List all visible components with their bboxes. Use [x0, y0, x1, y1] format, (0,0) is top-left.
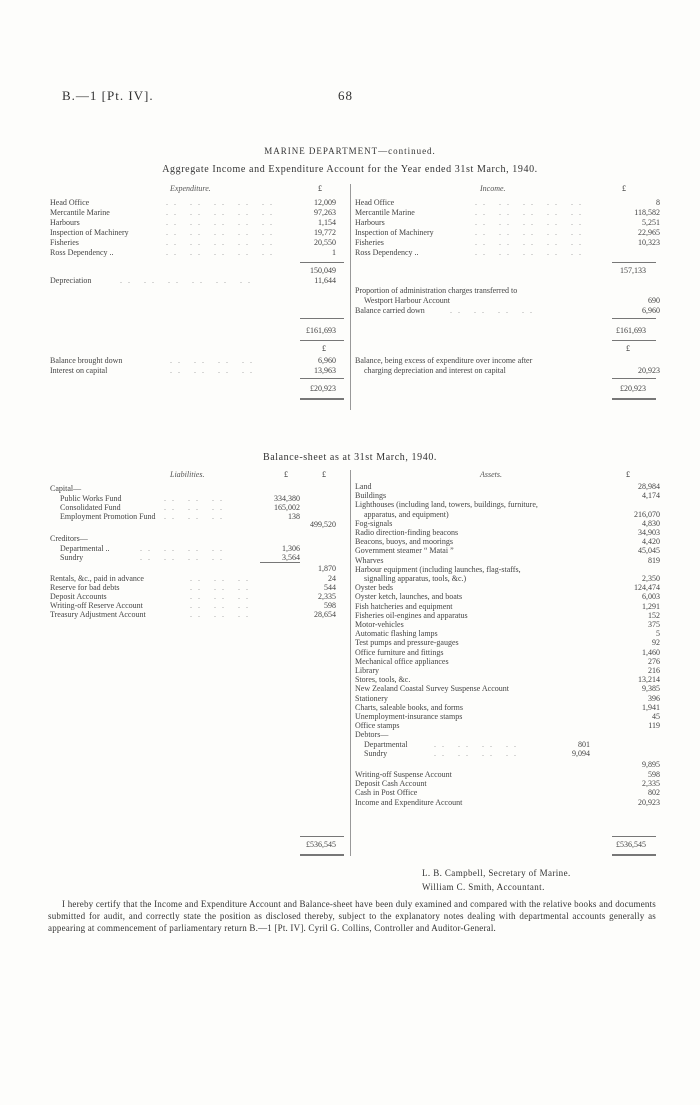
expenditure-row-label: Head Office	[50, 198, 90, 207]
balance-sheet-title: Balance-sheet as at 31st March, 1940.	[262, 452, 438, 463]
income-row-amount: 5,251	[642, 218, 660, 227]
inc-subtotal-rule	[612, 262, 656, 263]
asset-row-amount: 13,214	[638, 675, 660, 685]
inc-pound-sign: £	[622, 184, 626, 193]
asset-row-label: Oyster beds	[355, 583, 393, 593]
income-row-amount: 118,582	[634, 208, 660, 217]
proportion-amount: 690	[648, 296, 660, 305]
asset-row-label: signalling apparatus, tools, &c.)	[364, 574, 467, 583]
expenditure-row-amount: 12,009	[314, 198, 336, 207]
expenditure-heading: Expenditure.	[170, 184, 211, 193]
asset-row-label: Lighthouses (including land, towers, buildings, furniture,	[355, 500, 538, 510]
asset-row-label: Stationery	[355, 693, 388, 703]
asset-row-label: Unemployment-insurance stamps	[355, 712, 463, 721]
expenditure-row-amount: 97,263	[314, 208, 336, 217]
creditors-row-amount: 3,564	[282, 553, 300, 562]
excess-total-right: £20,923	[620, 384, 646, 393]
income-row-label: Head Office	[355, 198, 395, 207]
expenditure-row-label: Inspection of Machinery	[50, 228, 129, 237]
asset-row-amount: 45	[652, 712, 660, 721]
proportion-line-1: Proportion of administration charges transferred to	[355, 286, 518, 295]
balance-cd-label: Balance carried down	[355, 306, 425, 315]
asset-row-label: Government steamer “ Matai ”	[355, 546, 454, 556]
asset-row-amount: 124,474	[634, 583, 660, 593]
asset-row-amount: 20,923	[638, 797, 660, 807]
assets-total: £536,545	[616, 840, 646, 849]
interest-label: Interest on capital	[50, 366, 108, 375]
capital-label: Capital—	[50, 484, 82, 493]
capital-row-amount: 138	[288, 512, 300, 521]
debtors-row-label: Departmental	[364, 739, 408, 749]
asset-row-label: Deposit Cash Account	[355, 779, 427, 789]
asset-row-label: Oyster ketch, launches, and boats	[355, 592, 463, 602]
asset-row-amount: 396	[648, 693, 660, 703]
assets-heading: Assets.	[480, 470, 502, 479]
capital-row-label: Employment Promotion Fund	[60, 512, 156, 521]
expenditure-row-label: Harbours	[50, 218, 80, 227]
debtors-row-amount: 801	[578, 739, 590, 749]
asset-row-amount: 598	[648, 770, 660, 779]
asset-row-amount: 6,003	[642, 592, 660, 602]
income-row-amount: 8	[656, 198, 660, 207]
expenditure-row-label: Ross Dependency ..	[50, 248, 114, 257]
asset-row-label: Motor-vehicles	[355, 620, 404, 629]
creditors-total: 1,870	[318, 564, 336, 573]
expenditure-row-amount: 19,772	[314, 228, 336, 237]
asset-row-label: Writing-off Suspense Account	[355, 770, 452, 779]
excess-line-1: Balance, being excess of expenditure over income after	[355, 356, 533, 365]
asset-row-amount: 152	[648, 610, 660, 620]
debtors-total-amount: 9,895	[642, 760, 660, 769]
asset-row-amount: 375	[648, 620, 660, 629]
asset-row-amount: 2,350	[642, 574, 660, 583]
capital-row-amount: 334,380	[274, 494, 300, 503]
liabilities-heading: Liabilities.	[170, 470, 205, 479]
asset-row-label: Fish hatcheries and equipment	[355, 601, 453, 611]
asset-row-amount: 28,984	[638, 482, 660, 491]
account-divider	[350, 184, 351, 410]
depreciation-amount: 11,644	[314, 276, 336, 285]
signature-secretary: L. B. Campbell, Secretary of Marine.	[422, 868, 571, 878]
income-heading: Income.	[480, 184, 506, 193]
section-title: MARINE DEPARTMENT—continued.	[264, 146, 436, 156]
depreciation-label: Depreciation	[50, 276, 92, 285]
asset-row-label: Stores, tools, &c.	[355, 675, 411, 685]
capital-row-label: Public Works Fund	[60, 494, 122, 503]
asset-row-amount: 216	[648, 666, 660, 675]
expenditure-row-label: Mercantile Marine	[50, 208, 110, 217]
asset-row-label: Cash in Post Office	[355, 788, 418, 798]
asset-row-amount: 216,070	[634, 509, 660, 519]
asset-row-amount: 1,941	[642, 702, 660, 712]
asset-row-label: Beacons, buoys, and moorings	[355, 537, 453, 547]
asset-row-label: Fog-signals	[355, 518, 393, 528]
exp-subtotal: 150,049	[310, 266, 336, 275]
asset-row-amount: 4,174	[642, 491, 660, 501]
asset-row-label: Library	[355, 666, 379, 675]
asset-row-label: Test pumps and pressure-gauges	[355, 638, 459, 648]
asset-row-label: Fisheries oil-engines and apparatus	[355, 610, 468, 620]
signature-accountant: William C. Smith, Accountant.	[422, 882, 545, 892]
asset-row-amount: 802	[648, 788, 660, 798]
asset-row-label: Office furniture and fittings	[355, 647, 444, 657]
excess-amount: 20,923	[638, 366, 660, 375]
capital-total: 499,520	[310, 520, 336, 529]
asset-row-label: Automatic flashing lamps	[355, 629, 438, 639]
asset-row-amount: 5	[656, 629, 660, 639]
creditors-row-label: Departmental ..	[60, 544, 110, 553]
income-row-label: Harbours	[355, 218, 385, 227]
proportion-line-2: Westport Harbour Account	[364, 296, 450, 305]
asset-row-label: Office stamps	[355, 721, 400, 731]
balance-divider	[350, 470, 351, 856]
liabilities-total: £536,545	[306, 840, 336, 849]
liability-row-label: Treasury Adjustment Account	[50, 610, 146, 619]
asset-row-amount: 4,830	[642, 518, 660, 528]
account-total-right: £161,693	[616, 326, 646, 335]
audit-certificate: I hereby certify that the Income and Expenditure Account and Balance-sheet have been duly examined and compared with the relative books and documents submitted for audit, and correctly state the position as disclosed thereby, subject to the explanatory notes dealing with departmental accounts generally as appearing at commencement of parliamentary return B.—1 [Pt. IV]. Cyril G. Collins, Controller and Auditor-General.	[48, 899, 656, 933]
balance-bd-amount: 6,960	[318, 356, 336, 365]
income-row-label: Inspection of Machinery	[355, 228, 434, 237]
liability-row-label: Deposit Accounts	[50, 592, 107, 601]
excess-total-left: £20,923	[310, 384, 336, 393]
asset-row-label: apparatus, and equipment)	[364, 509, 449, 519]
liability-row-label: Reserve for bad debts	[50, 583, 120, 592]
asset-row-amount: 9,385	[642, 684, 660, 694]
asset-row-amount: 34,903	[638, 528, 660, 537]
expenditure-row-amount: 1,154	[318, 218, 336, 227]
asset-row-amount: 2,335	[642, 779, 660, 789]
asset-row-label: Mechanical office appliances	[355, 656, 449, 666]
account-title: Aggregate Income and Expenditure Account for the Year ended 31st March, 1940.	[162, 164, 538, 175]
asset-row-label: Buildings	[355, 491, 387, 501]
liability-row-amount: 544	[324, 583, 336, 592]
asset-row-amount: 1,291	[642, 601, 660, 611]
asset-row-amount: 119	[648, 721, 660, 731]
balance-bd-label: Balance brought down	[50, 356, 123, 365]
asset-row-label: Charts, saleable books, and forms	[355, 702, 463, 712]
income-row-label: Fisheries	[355, 238, 384, 247]
debtors-row-label: Sundry	[364, 748, 388, 758]
page-number: 68	[338, 88, 353, 103]
asset-row-label: Land	[355, 482, 372, 491]
liability-row-amount: 598	[324, 601, 336, 610]
inc-subtotal: 157,133	[620, 266, 646, 275]
asset-row-amount: 276	[648, 656, 660, 666]
liability-row-label: Rentals, &c., paid in advance	[50, 574, 144, 583]
creditors-label: Creditors—	[50, 534, 88, 543]
asset-row-label: Wharves	[355, 555, 384, 565]
income-row-label: Mercantile Marine	[355, 208, 415, 217]
asset-row-label: Income and Expenditure Account	[355, 797, 463, 807]
capital-row-label: Consolidated Fund	[60, 503, 121, 512]
expenditure-row-amount: 20,550	[314, 238, 336, 247]
asset-row-label: New Zealand Coastal Survey Suspense Account	[355, 684, 509, 694]
balance-cd-amount: 6,960	[642, 306, 660, 315]
income-row-label: Ross Dependency ..	[355, 248, 419, 257]
asset-row-amount: 45,045	[638, 546, 660, 556]
liability-row-label: Writing-off Reserve Account	[50, 601, 143, 610]
liability-row-amount: 24	[328, 574, 336, 583]
income-row-amount: 22,965	[638, 228, 660, 237]
expenditure-row-label: Fisheries	[50, 238, 79, 247]
asset-row-label: Harbour equipment (including launches, flag-staffs,	[355, 564, 521, 574]
asset-row-amount: 92	[652, 638, 660, 648]
debtors-row-amount: 9,094	[572, 748, 590, 758]
excess-line-2: charging depreciation and interest on capital	[364, 366, 506, 375]
liability-row-amount: 28,654	[314, 610, 336, 619]
income-row-amount: 10,323	[638, 238, 660, 247]
page-code: B.—1 [Pt. IV].	[62, 88, 154, 103]
expenditure-row-amount: 1	[332, 248, 336, 257]
asset-row-amount: 1,460	[642, 647, 660, 657]
asset-row-amount: 4,420	[642, 537, 660, 547]
account-total-left: £161,693	[306, 326, 336, 335]
creditors-row-label: Sundry	[60, 553, 84, 562]
interest-amount: 13,963	[314, 366, 336, 375]
capital-row-amount: 165,002	[274, 503, 300, 512]
exp-pound-sign: £	[318, 184, 322, 193]
liability-row-amount: 2,335	[318, 592, 336, 601]
exp-subtotal-rule	[300, 262, 344, 263]
creditors-row-amount: 1,306	[282, 544, 300, 553]
asset-row-label: Radio direction-finding beacons	[355, 528, 459, 537]
asset-row-amount: 819	[648, 555, 660, 565]
debtors-heading-label: Debtors—	[355, 730, 389, 740]
